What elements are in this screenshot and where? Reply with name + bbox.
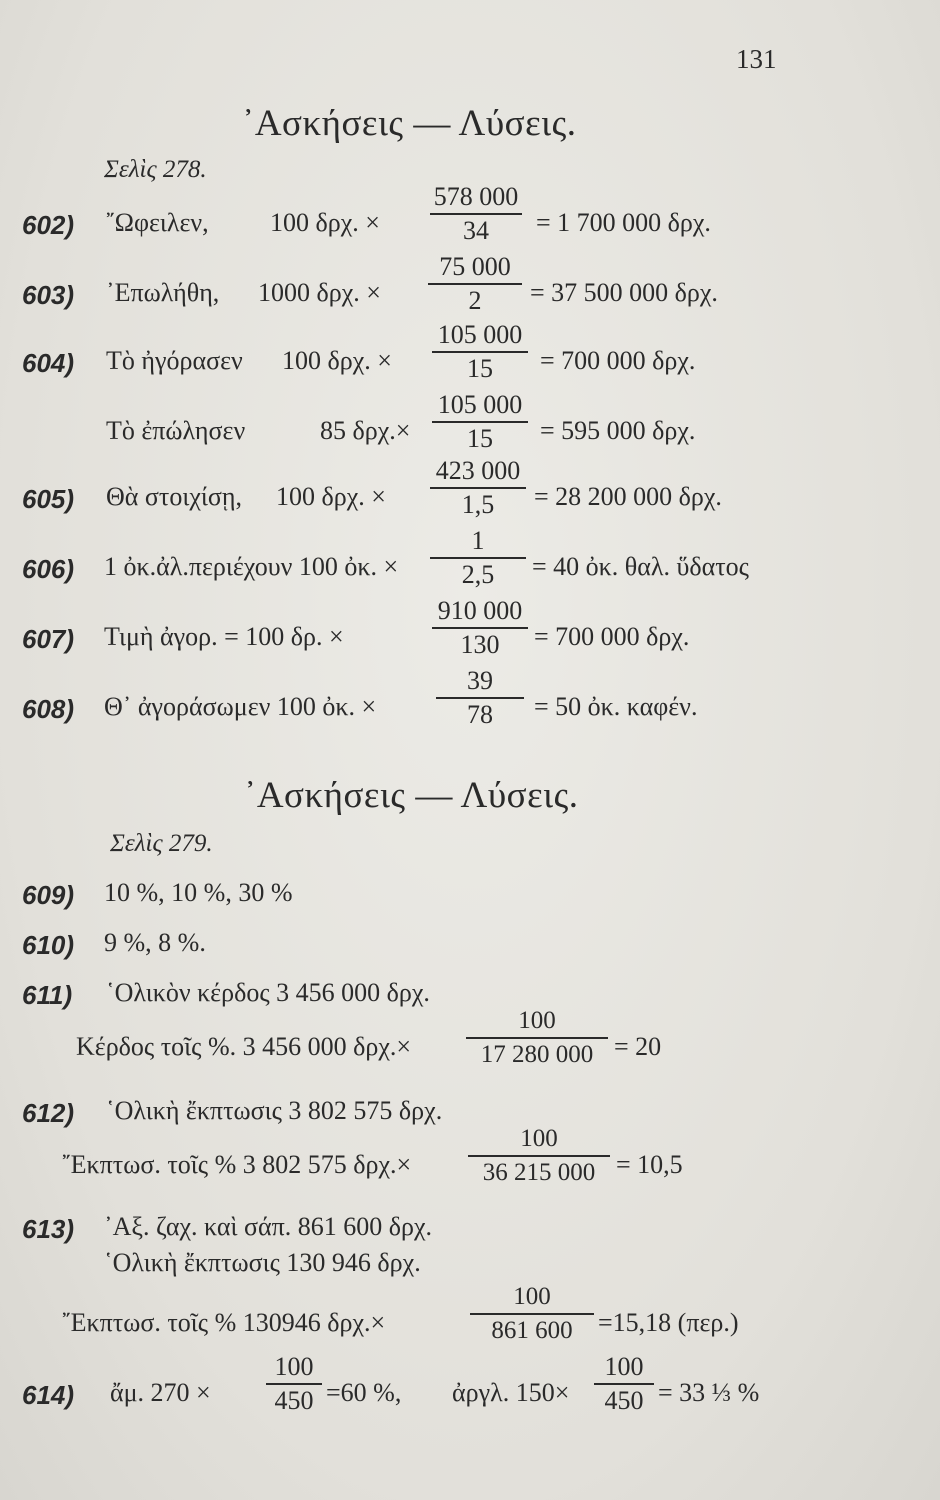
- fraction-numerator: 39: [467, 666, 493, 695]
- exercise-number: 613): [22, 1214, 75, 1244]
- fraction-denominator: 2: [468, 286, 482, 315]
- exercise-result: = 1 700 000 δρχ.: [536, 208, 711, 237]
- exercise-number: 605): [22, 484, 75, 514]
- exercise-number: 608): [22, 694, 75, 724]
- fraction-numerator: 105 000: [437, 320, 523, 349]
- exercise-text: Τὸ ἠγόρασεν: [106, 346, 243, 375]
- exercise-result: = 595 000 δρχ.: [540, 416, 696, 445]
- fraction: [430, 182, 522, 246]
- exercise-text: ᾿Αξ. ζαχ. καὶ σάπ. 861 600 δρχ.: [104, 1212, 433, 1241]
- fraction-bar: [466, 1037, 608, 1039]
- fraction: [470, 1282, 594, 1346]
- exercise-number: 611): [22, 980, 73, 1010]
- exercise-number: 612): [22, 1098, 75, 1128]
- exercise-result: = 10,5: [616, 1150, 683, 1179]
- fraction-numerator: 423 000: [435, 456, 521, 485]
- exercise-line-2: Κέρδος τοῖς %. 3 456 000 δρχ.×: [76, 1032, 412, 1061]
- exercise-number: 606): [22, 554, 75, 584]
- exercise-result: = 20: [614, 1032, 662, 1061]
- exercise-number: 610): [22, 930, 75, 960]
- exercise-result: =15,18 (περ.): [598, 1308, 739, 1337]
- fraction-numerator: 910 000: [437, 596, 523, 625]
- exercise-line-2: ῾Ολικὴ ἔκπτωσις 130 946 δρχ.: [104, 1248, 421, 1277]
- exercise-text: ῾Ολικὸν κέρδος 3 456 000 δρχ.: [106, 978, 430, 1007]
- fraction-bar: [428, 283, 522, 285]
- exercise-text: 10 %, 10 %, 30 %: [104, 878, 293, 907]
- fraction-bar: [436, 697, 524, 699]
- fraction-numerator: 100: [604, 1352, 644, 1381]
- exercise-result: = 37 500 000 δρχ.: [530, 278, 718, 307]
- fraction-bar: [266, 1383, 322, 1385]
- fraction-denominator: 450: [274, 1386, 314, 1415]
- fraction: [430, 456, 526, 520]
- fraction-denominator: 15: [467, 424, 493, 453]
- exercise-number: 603): [22, 280, 75, 310]
- fraction-denominator: 15: [467, 354, 493, 383]
- exercise-text: ᾿Επωλήθη,: [106, 278, 220, 307]
- exercise-text-2: ἀργλ. 150×: [452, 1378, 570, 1407]
- exercise-text: ῎Ωφειλεν,: [106, 208, 209, 237]
- exercise-text: ῾Ολικὴ ἔκπτωσις 3 802 575 δρχ.: [106, 1096, 443, 1125]
- fraction-bar: [432, 627, 528, 629]
- fraction-denominator: 17 280 000: [480, 1041, 594, 1068]
- section-heading-1: ᾿Ασκήσεις — Λύσεις.: [242, 103, 577, 144]
- exercise-text: Τιμὴ ἀγορ. = 100 δρ. ×: [104, 622, 344, 651]
- exercise-result-2: = 33 ⅓ %: [658, 1378, 760, 1407]
- page-number: 131: [736, 44, 777, 74]
- fraction-denominator: 861 600: [491, 1317, 573, 1344]
- fraction: [432, 320, 528, 384]
- fraction-bar: [470, 1313, 594, 1315]
- exercise-amount: 100 δρχ. ×: [276, 482, 386, 511]
- page-reference-1: Σελὶς 278.: [104, 156, 207, 183]
- exercise-result: = 700 000 δρχ.: [534, 622, 690, 651]
- fraction: [432, 390, 528, 454]
- fraction-denominator: 2,5: [461, 560, 495, 589]
- fraction-numerator: 100: [520, 1125, 558, 1152]
- fraction-denominator: 130: [460, 630, 500, 659]
- fraction-numerator: 578 000: [433, 182, 519, 211]
- section-heading-2: ᾿Ασκήσεις — Λύσεις.: [244, 775, 579, 816]
- exercise-number: 604): [22, 348, 75, 378]
- exercise-amount: 100 δρχ. ×: [282, 346, 392, 375]
- fraction-bar: [430, 557, 526, 559]
- exercise-number: 607): [22, 624, 75, 654]
- fraction-1: [266, 1352, 322, 1416]
- exercise-text: Θ᾿ ἀγοράσωμεν 100 ὀκ. ×: [104, 692, 377, 721]
- fraction-numerator: 105 000: [437, 390, 523, 419]
- fraction-bar: [432, 421, 528, 423]
- exercise-result: = 50 ὀκ. καφέν.: [534, 692, 698, 721]
- exercise-line-2: ῎Εκπτωσ. τοῖς % 3 802 575 δρχ.×: [62, 1150, 412, 1179]
- fraction-denominator: 1,5: [461, 490, 495, 519]
- fraction-numerator: 100: [274, 1352, 314, 1381]
- fraction: [468, 1124, 610, 1188]
- exercise-text: Θὰ στοιχίσῃ,: [106, 482, 243, 511]
- exercise-result-1: =60 %,: [326, 1378, 402, 1407]
- fraction-bar: [430, 487, 526, 489]
- fraction-numerator: 1: [471, 526, 485, 555]
- fraction-numerator: 100: [513, 1283, 551, 1310]
- fraction-2: [594, 1352, 654, 1416]
- fraction: [436, 666, 524, 730]
- fraction-bar: [432, 351, 528, 353]
- exercise-text: Τὸ ἐπώλησεν: [106, 416, 246, 445]
- exercise-number: 609): [22, 880, 75, 910]
- fraction-bar: [430, 213, 522, 215]
- fraction-bar: [594, 1383, 654, 1385]
- fraction: [466, 1006, 608, 1070]
- exercise-number: 602): [22, 210, 75, 240]
- fraction-denominator: 78: [467, 700, 493, 729]
- exercise-number: 614): [22, 1380, 75, 1410]
- fraction-denominator: 34: [463, 216, 489, 245]
- exercise-line-3: ῎Εκπτωσ. τοῖς % 130946 δρχ.×: [62, 1308, 386, 1337]
- page-reference-2: Σελὶς 279.: [110, 830, 213, 857]
- exercise-amount: 100 δρχ. ×: [270, 208, 380, 237]
- exercise-amount: 1000 δρχ. ×: [258, 278, 381, 307]
- exercise-text: 1 ὀκ.ἀλ.περιέχουν 100 ὀκ. ×: [104, 552, 399, 581]
- exercise-result: = 700 000 δρχ.: [540, 346, 696, 375]
- fraction: [428, 252, 522, 316]
- fraction-numerator: 75 000: [439, 252, 511, 281]
- fraction: [430, 526, 526, 590]
- fraction: [432, 596, 528, 660]
- fraction-denominator: 36 215 000: [482, 1159, 596, 1186]
- exercise-text-1: ἄμ. 270 ×: [110, 1378, 211, 1407]
- exercise-text: 9 %, 8 %.: [104, 928, 206, 957]
- fraction-numerator: 100: [518, 1007, 556, 1034]
- fraction-bar: [468, 1155, 610, 1157]
- exercise-result: = 28 200 000 δρχ.: [534, 482, 722, 511]
- exercise-result: = 40 ὀκ. θαλ. ὕδατος: [532, 552, 749, 581]
- fraction-denominator: 450: [604, 1386, 644, 1415]
- exercise-amount: 85 δρχ.×: [320, 416, 411, 445]
